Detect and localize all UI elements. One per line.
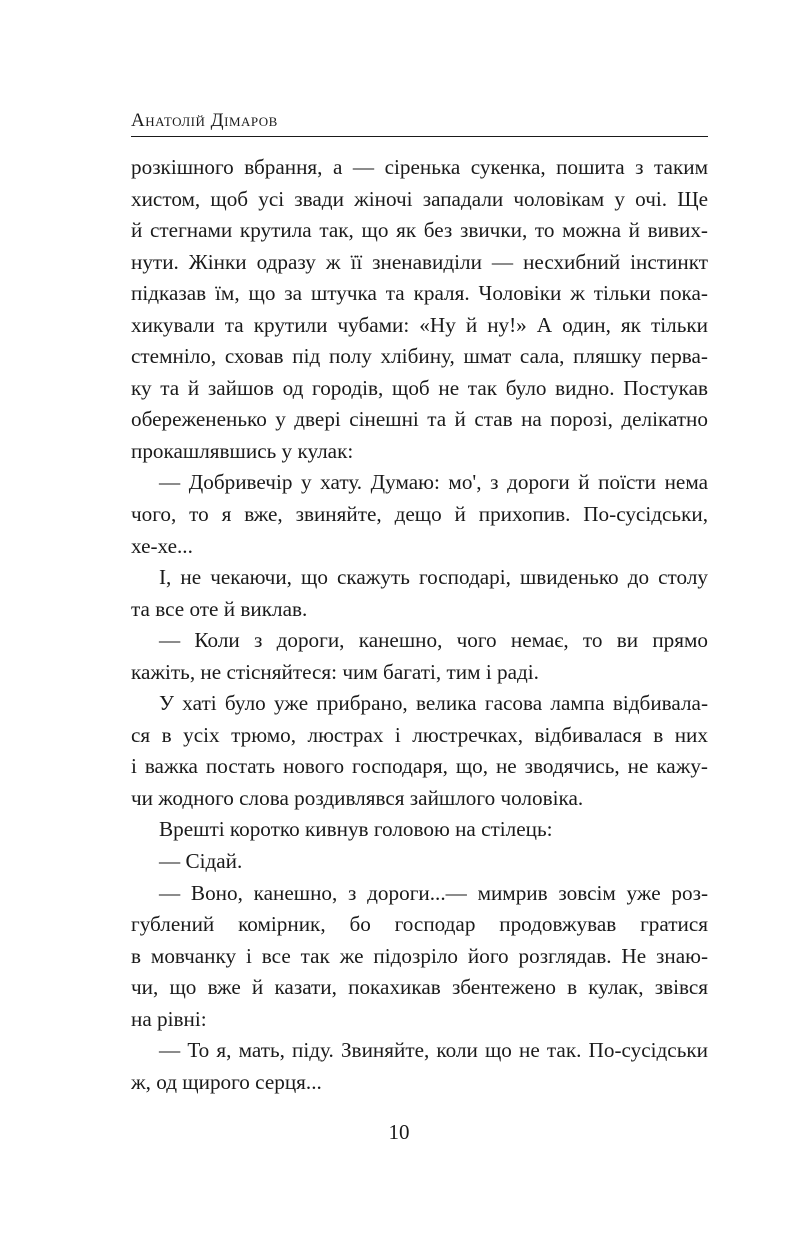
text-line: ся в усіх трюмо, люстрах і люстречках, відбивалася в них xyxy=(131,722,708,747)
text-line: стемніло, сховав під полу хлібину, шмат сала, пляшку перва- xyxy=(131,344,708,369)
body-text xyxy=(131,152,708,1098)
text-line: — Коли з дороги, канешно, чого немає, то ви прямо xyxy=(159,628,708,653)
text-line: прокашлявшись у кулак: xyxy=(131,438,354,463)
text-line: нути. Жінки одразу ж її зненавиділи — несхибний інстинкт xyxy=(131,249,708,274)
text-line: обережененько у двері сінешні та й став на порозі, делікатно xyxy=(131,407,708,432)
text-line: — Сідай. xyxy=(159,849,243,874)
text-line: кажіть, не стісняйтеся: чим багаті, тим і раді. xyxy=(131,659,539,684)
running-head xyxy=(131,108,708,137)
text-line: та все оте й виклав. xyxy=(131,596,308,621)
text-line: У хаті було уже прибрано, велика гасова лампа відбивала- xyxy=(159,691,708,716)
text-line: Врешті коротко кивнув головою на стілець: xyxy=(159,817,553,842)
author-name: Анатолій Дімаров xyxy=(131,110,278,131)
text-line: — То я, мать, піду. Звиняйте, коли що не так. По-сусідськи xyxy=(159,1038,708,1063)
text-line: чи жодного слова роздивлявся зайшлого чоловіка. xyxy=(131,785,584,810)
text-line: хикували та крутили чубами: «Ну й ну!» А один, як тільки xyxy=(131,312,708,337)
text-line: — Воно, канешно, з дороги...— мимрив зовсім уже роз- xyxy=(159,880,708,905)
page-number: 10 xyxy=(388,1120,410,1144)
text-line: ж, од щирого серця... xyxy=(131,1069,322,1094)
text-line: підказав їм, що за штучка та краля. Чоловіки ж тільки пока- xyxy=(131,281,708,306)
text-line: хе-хе... xyxy=(131,533,193,558)
text-line: ку та й зайшов од городів, щоб не так було видно. Постукав xyxy=(131,375,708,400)
text-line: і важка постать нового господаря, що, не зводячись, не кажу- xyxy=(131,754,708,779)
text-line: — Добривечір у хату. Думаю: мо', з дороги й поїсти нема xyxy=(159,470,708,495)
text-line: на рівні: xyxy=(131,1006,207,1031)
text-line: чи, що вже й казати, покахикав збентежено в кулак, звівся xyxy=(131,975,708,1000)
text-line: розкішного вбрання, а — сіренька сукенка, пошита з таким xyxy=(131,155,708,179)
text-line: хистом, щоб усі звади жіночі западали чоловікам у очі. Ще xyxy=(131,186,708,211)
text-line: й стегнами крутила так, що як без звички, то можна й вивих- xyxy=(131,218,708,243)
text-line: гублений комірник, бо господар продовжував гратися xyxy=(131,912,708,937)
text-line: чого, то я вже, звиняйте, дещо й прихопив. По-сусідськи, xyxy=(131,502,708,527)
text-line: І, не чекаючи, що скажуть господарі, швиденько до столу xyxy=(159,565,708,590)
text-line: в мовчанку і все так же підозріло його розглядав. Не знаю- xyxy=(131,943,708,968)
